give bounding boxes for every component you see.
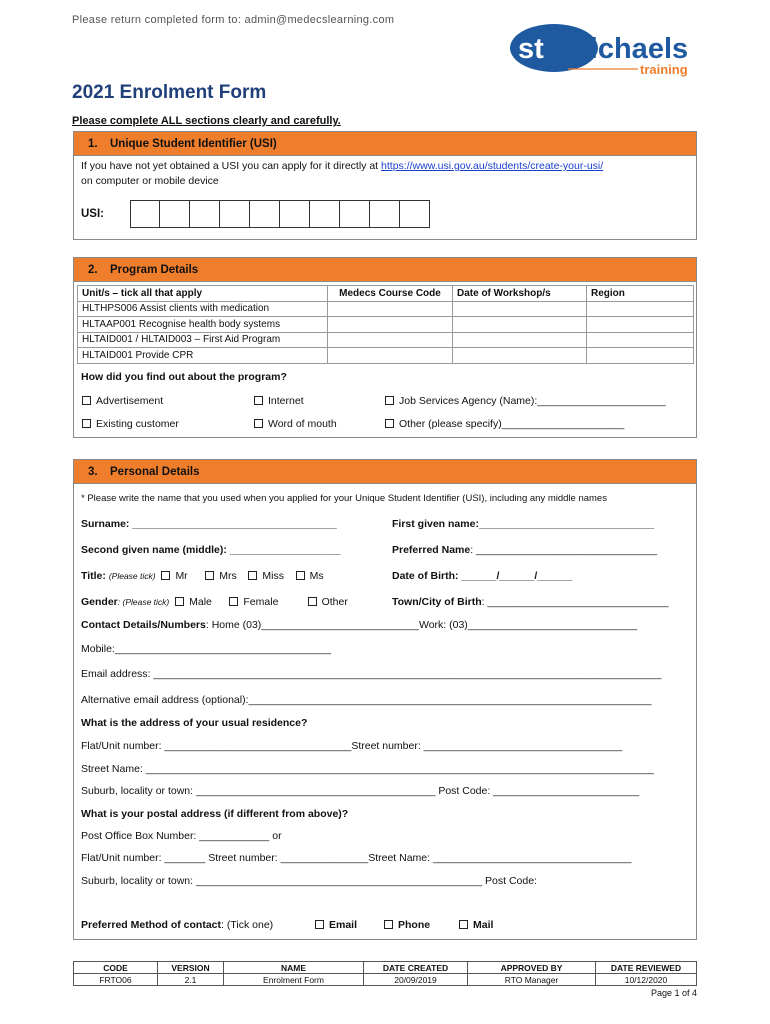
table-cell[interactable] <box>328 317 453 333</box>
table-cell: Enrolment Form <box>224 974 364 986</box>
unit-name[interactable]: HLTAID001 / HLTAID003 – First Aid Program <box>78 332 328 348</box>
usi-char-box[interactable] <box>160 200 190 228</box>
personal-section-header: 3. Personal Details <box>74 460 696 484</box>
town-of-birth-field[interactable]: Town/City of Birth: _______________________________ <box>392 596 669 608</box>
table-cell: 10/12/2020 <box>596 974 697 986</box>
gender-male: Male <box>189 596 212 608</box>
usi-char-box[interactable] <box>130 200 160 228</box>
gender-female: Female <box>243 596 279 608</box>
postal-suburb-field[interactable]: Suburb, locality or town: _________________________________________________ Post Code: <box>81 875 537 887</box>
first-name-field[interactable]: First given name:______________________________ <box>392 518 655 530</box>
usi-char-box[interactable] <box>310 200 340 228</box>
checkbox-icon[interactable] <box>248 571 257 580</box>
surname-field[interactable]: Surname: ___________________________________ <box>81 518 337 530</box>
residence-suburb-field[interactable]: Suburb, locality or town: _________________________________________ Post Code: _________________________ <box>81 785 640 797</box>
email-field[interactable]: Email address: _______________________________________________________________________________________ <box>81 668 662 680</box>
preferred-contact-field: Preferred Method of contact: (Tick one) <box>81 919 274 931</box>
residence-question: What is the address of your usual residence? <box>81 717 308 729</box>
checkbox-icon[interactable] <box>161 571 170 580</box>
logo-text-st: st <box>518 33 544 65</box>
table-cell[interactable] <box>587 332 694 348</box>
table-cell: FRTO06 <box>74 974 158 986</box>
column-header: DATE CREATED <box>364 962 468 974</box>
table-row <box>74 974 697 986</box>
instructions: Please complete ALL sections clearly and carefully. <box>72 115 341 127</box>
second-name-field[interactable]: Second given name (middle): ___________________ <box>81 544 341 556</box>
checkbox-icon[interactable] <box>254 419 263 428</box>
usi-label: USI: <box>81 208 104 220</box>
checkbox-icon[interactable] <box>308 597 317 606</box>
referral-question: How did you find out about the program? <box>81 371 287 383</box>
title-ms: Ms <box>309 570 324 582</box>
option-job-services[interactable]: Job Services Agency (Name):______________________ <box>385 395 666 407</box>
usi-section-header: 1. Unique Student Identifier (USI) <box>74 132 696 156</box>
column-header: Date of Workshop/s <box>453 286 587 302</box>
usi-info-line2: on computer or mobile device <box>81 175 219 187</box>
table-cell[interactable] <box>587 301 694 317</box>
contact-email-option[interactable]: Email <box>315 919 357 931</box>
contact-phone-option[interactable]: Phone <box>384 919 430 931</box>
usi-char-box[interactable] <box>280 200 310 228</box>
usi-char-box[interactable] <box>400 200 430 228</box>
usi-section <box>73 131 697 240</box>
table-row <box>78 332 694 348</box>
preferred-name-field[interactable]: Preferred Name: _______________________________ <box>392 544 658 556</box>
table-cell[interactable] <box>328 332 453 348</box>
program-table <box>77 285 694 364</box>
usi-name-note: * Please write the name that you used when you applied for your Unique Student Identifier (USI), including any middle names <box>81 493 607 504</box>
table-row <box>78 348 694 364</box>
page-title: 2021 Enrolment Form <box>72 82 267 103</box>
checkbox-icon[interactable] <box>384 920 393 929</box>
st-michaels-logo <box>508 22 698 84</box>
usi-char-box[interactable] <box>370 200 400 228</box>
contact-numbers-field[interactable]: Contact Details/Numbers: Home (03)___________________________Work: (03)_____________________________ <box>81 619 638 631</box>
table-cell: 20/09/2019 <box>364 974 468 986</box>
column-header: Region <box>587 286 694 302</box>
unit-name[interactable]: HLTAAP001 Recognise health body systems <box>78 317 328 333</box>
postal-flat-field[interactable]: Flat/Unit number: _______ Street number: _______________Street Name: __________________________________ <box>81 852 632 864</box>
usi-input-boxes[interactable] <box>130 200 430 228</box>
checkbox-icon[interactable] <box>296 571 305 580</box>
page-number: Page 1 of 4 <box>650 988 697 998</box>
usi-char-box[interactable] <box>220 200 250 228</box>
column-header: APPROVED BY <box>468 962 596 974</box>
column-header: Medecs Course Code <box>328 286 453 302</box>
po-box-field[interactable]: Post Office Box Number: ____________ or <box>81 830 282 842</box>
unit-name[interactable]: HLTHPS006 Assist clients with medication <box>78 301 328 317</box>
contact-mail-option[interactable]: Mail <box>459 919 493 931</box>
checkbox-icon[interactable] <box>175 597 184 606</box>
table-cell[interactable] <box>453 348 587 364</box>
column-header: CODE <box>74 962 158 974</box>
mobile-field[interactable]: Mobile:_____________________________________ <box>81 643 331 655</box>
residence-flat-field[interactable]: Flat/Unit number: ________________________________Street number: __________________________________ <box>81 740 623 752</box>
title-field: Title: (Please tick) Mr Mrs Miss Ms <box>81 570 324 582</box>
gender-other: Other <box>321 596 348 608</box>
checkbox-icon[interactable] <box>459 920 468 929</box>
checkbox-icon[interactable] <box>205 571 214 580</box>
column-header: NAME <box>224 962 364 974</box>
usi-char-box[interactable] <box>340 200 370 228</box>
table-cell[interactable] <box>587 348 694 364</box>
document-control-table <box>73 961 697 986</box>
table-cell[interactable] <box>328 348 453 364</box>
column-header: Unit/s – tick all that apply <box>78 286 328 302</box>
table-row <box>78 317 694 333</box>
table-cell[interactable] <box>328 301 453 317</box>
residence-street-field[interactable]: Street Name: _______________________________________________________________________________________ <box>81 763 654 775</box>
postal-question: What is your postal address (if different from above)? <box>81 808 349 820</box>
option-word-of-mouth[interactable]: Word of mouth <box>254 418 337 430</box>
program-section <box>73 257 697 438</box>
title-mr: Mr <box>175 570 188 582</box>
return-instruction: Please return completed form to: admin@medecslearning.com <box>72 14 395 26</box>
table-row <box>78 301 694 317</box>
title-mrs: Mrs <box>219 570 237 582</box>
personal-section <box>73 459 697 940</box>
usi-char-box[interactable] <box>250 200 280 228</box>
dob-field[interactable]: Date of Birth: ______/______/______ <box>392 570 573 582</box>
checkbox-icon[interactable] <box>254 396 263 405</box>
logo-text-michaels: michaels <box>564 33 689 65</box>
table-cell[interactable] <box>587 317 694 333</box>
usi-info-line: If you have not yet obtained a USI you can apply for it directly at https://www.usi.gov.au/students/create-your-usi/ <box>81 160 604 172</box>
column-header: DATE REVIEWED <box>596 962 697 974</box>
usi-char-box[interactable] <box>190 200 220 228</box>
checkbox-icon[interactable] <box>385 396 394 405</box>
table-cell[interactable] <box>453 301 587 317</box>
table-cell: 2.1 <box>158 974 224 986</box>
checkbox-icon[interactable] <box>229 597 238 606</box>
table-cell[interactable] <box>453 317 587 333</box>
table-header-row <box>78 286 694 302</box>
checkbox-icon[interactable] <box>385 419 394 428</box>
option-internet[interactable]: Internet <box>254 395 304 407</box>
checkbox-icon[interactable] <box>315 920 324 929</box>
program-section-header: 2. Program Details <box>74 258 696 282</box>
logo-text-training: training <box>640 62 688 77</box>
unit-name[interactable]: HLTAID001 Provide CPR <box>78 348 328 364</box>
usi-link[interactable]: https://www.usi.gov.au/students/create-your-usi/ <box>381 160 604 172</box>
alt-email-field[interactable]: Alternative email address (optional):_____________________________________________________________________ <box>81 694 652 706</box>
checkbox-icon[interactable] <box>82 419 91 428</box>
checkbox-icon[interactable] <box>82 396 91 405</box>
column-header: VERSION <box>158 962 224 974</box>
title-miss: Miss <box>262 570 284 582</box>
table-header-row <box>74 962 697 974</box>
option-existing-customer[interactable]: Existing customer <box>82 418 179 430</box>
option-other[interactable]: Other (please specify)_____________________ <box>385 418 624 430</box>
table-cell: RTO Manager <box>468 974 596 986</box>
gender-field: Gender: (Please tick) Male Female Other <box>81 596 348 608</box>
table-cell[interactable] <box>453 332 587 348</box>
option-advertisement[interactable]: Advertisement <box>82 395 163 407</box>
